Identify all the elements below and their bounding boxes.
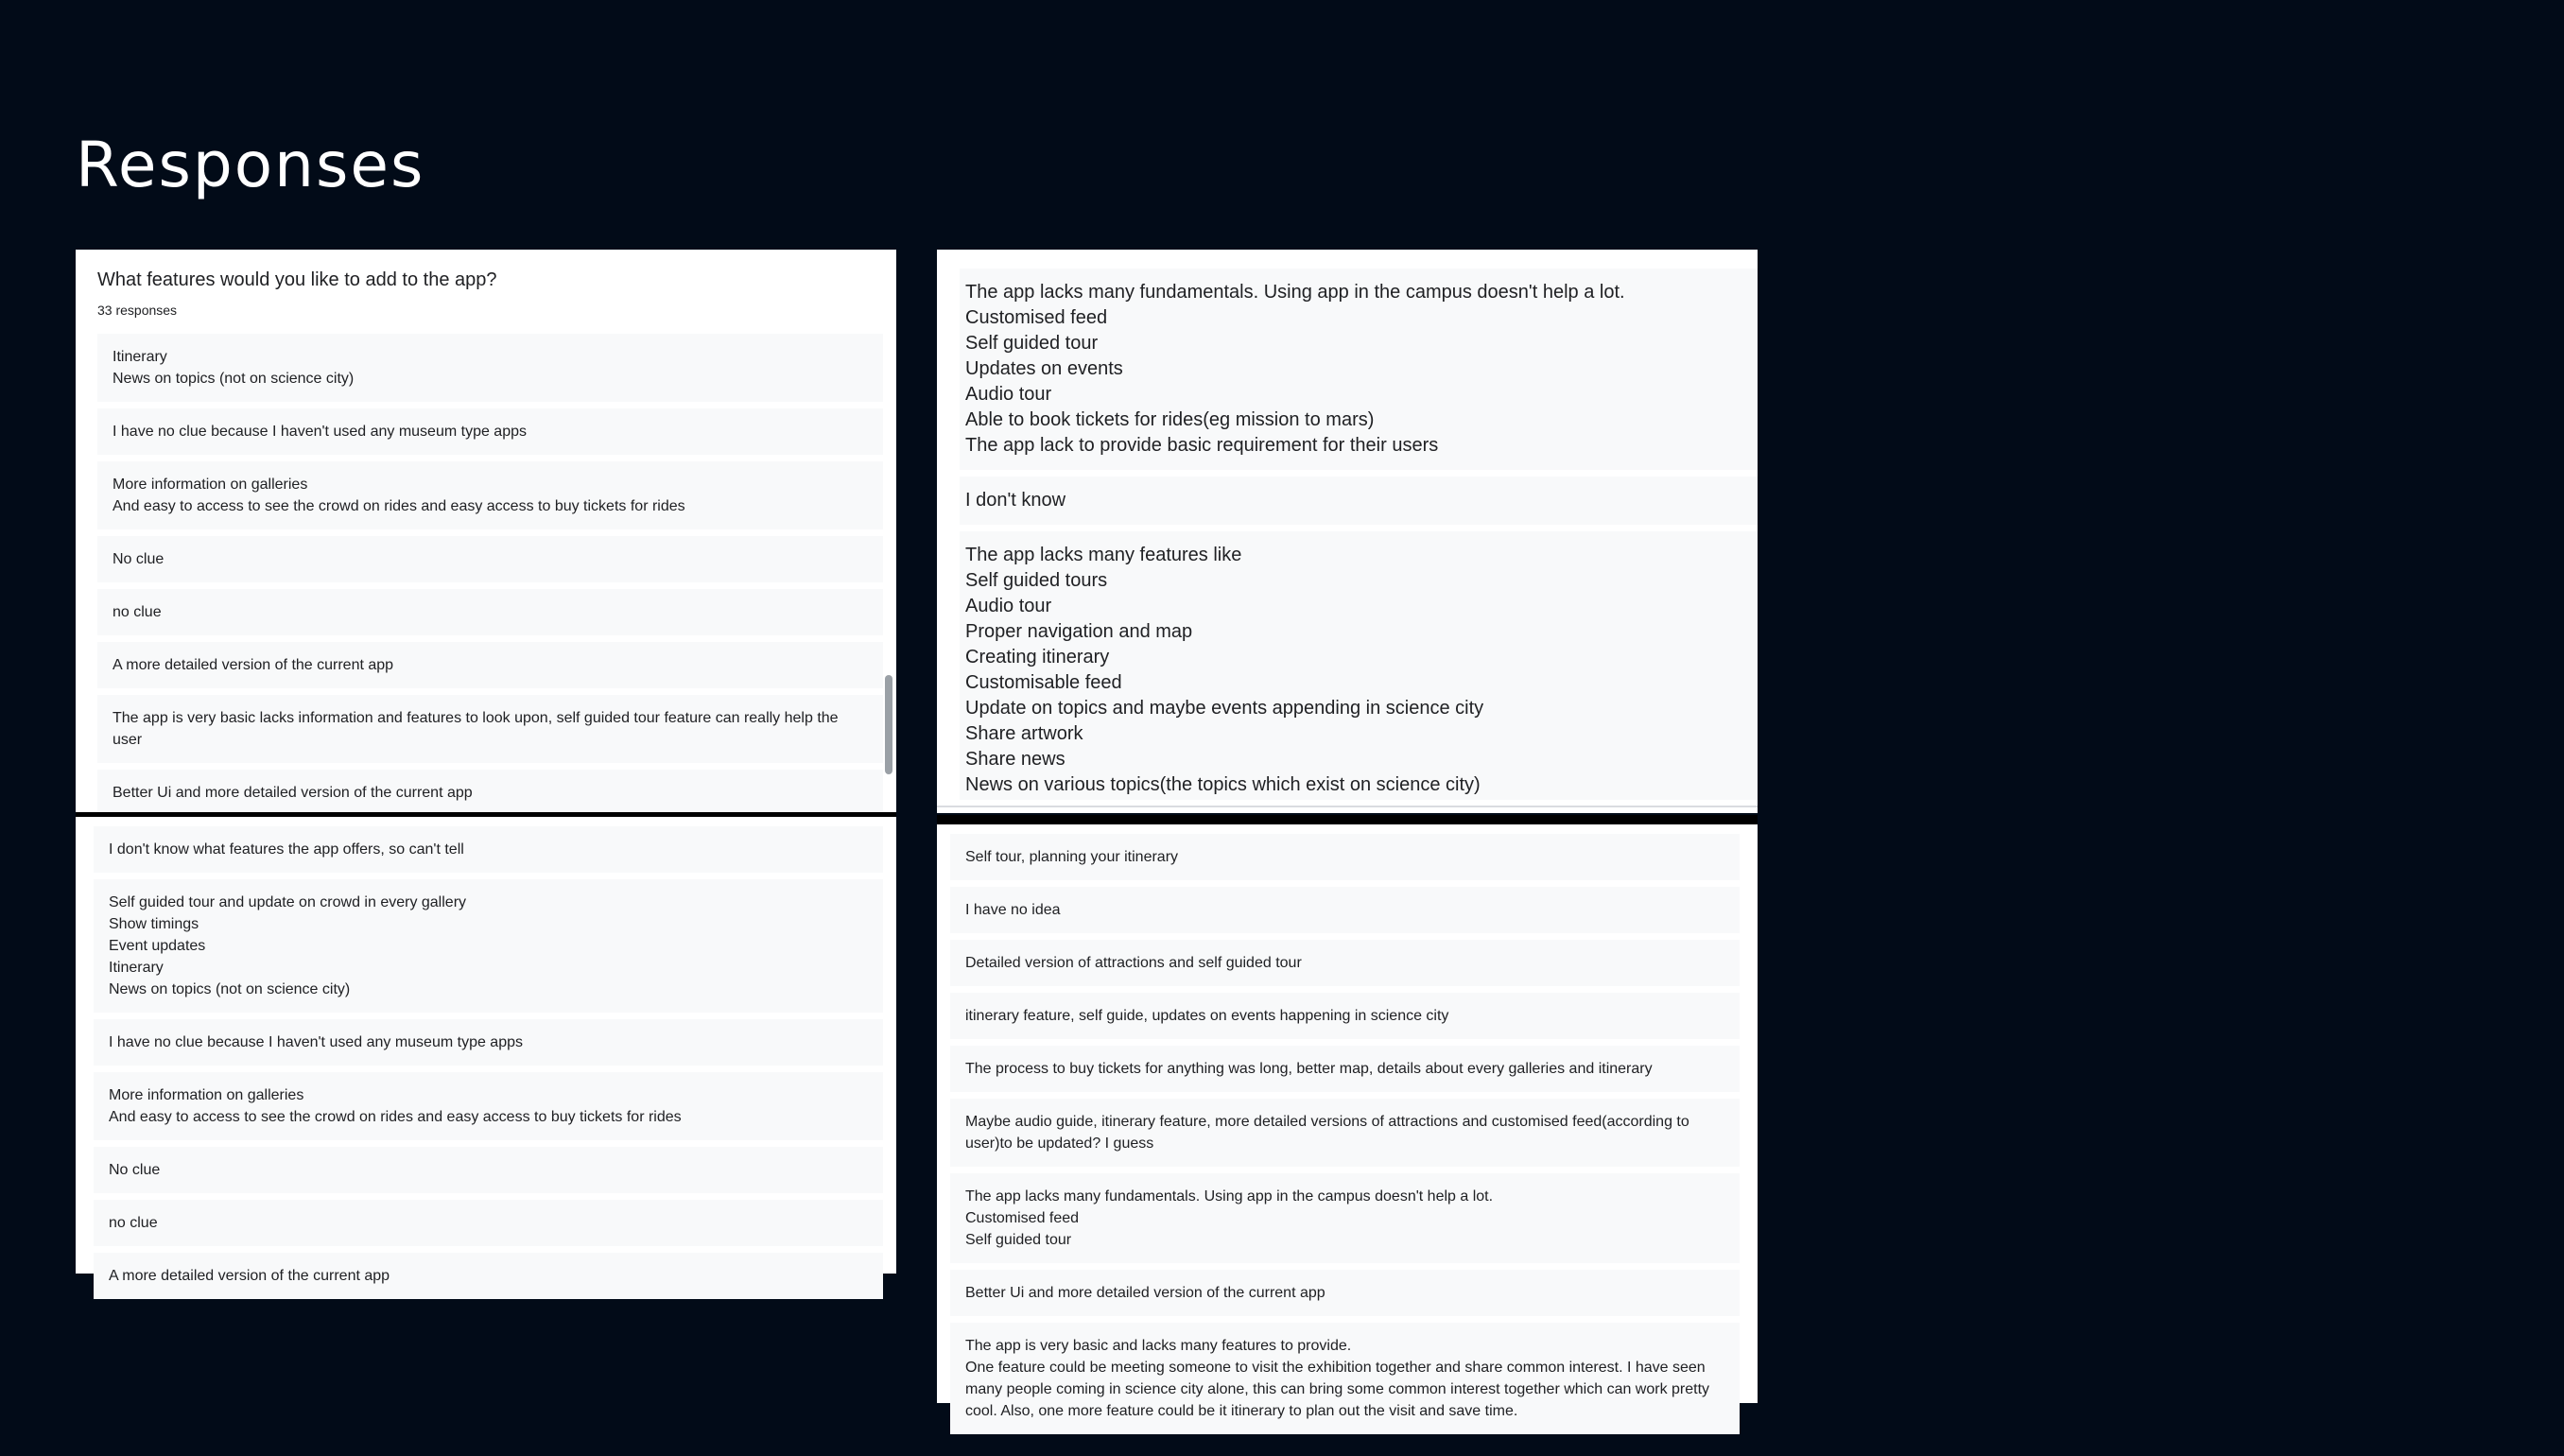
response-item: More information on galleries And easy to access to see the crowd on rides and easy access to buy tickets for rides <box>97 461 883 529</box>
panel-divider <box>937 806 1758 807</box>
response-item: Maybe audio guide, itinerary feature, more detailed versions of attractions and customised feed(according to user)to be updated? I guess <box>950 1099 1740 1167</box>
response-item: I have no idea <box>950 887 1740 933</box>
page-title: Responses <box>76 129 425 201</box>
response-item: No clue <box>97 536 883 582</box>
form-responses-panel <box>76 250 896 813</box>
response-item: The app lacks many features like Self guided tours Audio tour Proper navigation and map Creating itinerary Customisable feed Update on topics and maybe events appending in science city Share artwork Share news News on various topics(the topics which exist on science city) <box>960 531 1758 800</box>
response-item: Detailed version of attractions and self guided tour <box>950 940 1740 986</box>
response-item: Self guided tour and update on crowd in every gallery Show timings Event updates Itinerary News on topics (not on science city) <box>94 879 883 1013</box>
response-item: I don't know <box>960 477 1758 525</box>
response-item: I have no clue because I haven't used any museum type apps <box>94 1019 883 1066</box>
large-responses-panel <box>937 250 1758 813</box>
scrollbar-thumb[interactable] <box>885 675 892 774</box>
response-item: no clue <box>94 1200 883 1246</box>
bottom-left-responses-panel <box>76 817 896 1284</box>
response-item: Self tour, planning your itinerary <box>950 834 1740 880</box>
response-item: I don't know what features the app offers, so can't tell <box>94 826 883 873</box>
response-item: The app is very basic and lacks many features to provide. One feature could be meeting someone to visit the exhibition together and share common interest. I have seen many people coming in science city alone, this can bring some common interest together which can work pretty cool. Also, one more feature could be it itinerary to plan out the visit and save time. <box>950 1323 1740 1434</box>
response-item: The app lacks many fundamentals. Using app in the campus doesn't help a lot. Customised feed Self guided tour Updates on events Audio tour Able to book tickets for rides(eg mission to mars) The app lack to provide basic requirement for their users <box>960 269 1758 470</box>
response-item: The app lacks many fundamentals. Using app in the campus doesn't help a lot. Customised feed Self guided tour <box>950 1173 1740 1263</box>
response-count: 33 responses <box>97 303 178 318</box>
response-item: The app is very basic lacks information and features to look upon, self guided tour feature can really help the user <box>97 695 883 763</box>
response-item: A more detailed version of the current app <box>94 1253 883 1299</box>
response-item: Better Ui and more detailed version of the current app <box>97 770 883 816</box>
response-item: no clue <box>97 589 883 635</box>
response-item: Itinerary News on topics (not on science city) <box>97 334 883 402</box>
response-item: itinerary feature, self guide, updates on events happening in science city <box>950 993 1740 1039</box>
bottom-right-responses-panel <box>937 824 1758 1419</box>
response-item: More information on galleries And easy to access to see the crowd on rides and easy access to buy tickets for rides <box>94 1072 883 1140</box>
panel-divider <box>937 815 1758 824</box>
response-item: No clue <box>94 1147 883 1193</box>
response-item: A more detailed version of the current app <box>97 642 883 688</box>
question-title: What features would you like to add to the app? <box>97 269 497 290</box>
response-item: Better Ui and more detailed version of the current app <box>950 1270 1740 1316</box>
response-item: The process to buy tickets for anything was long, better map, details about every galleries and itinerary <box>950 1046 1740 1092</box>
response-item: I have no clue because I haven't used any museum type apps <box>97 408 883 455</box>
